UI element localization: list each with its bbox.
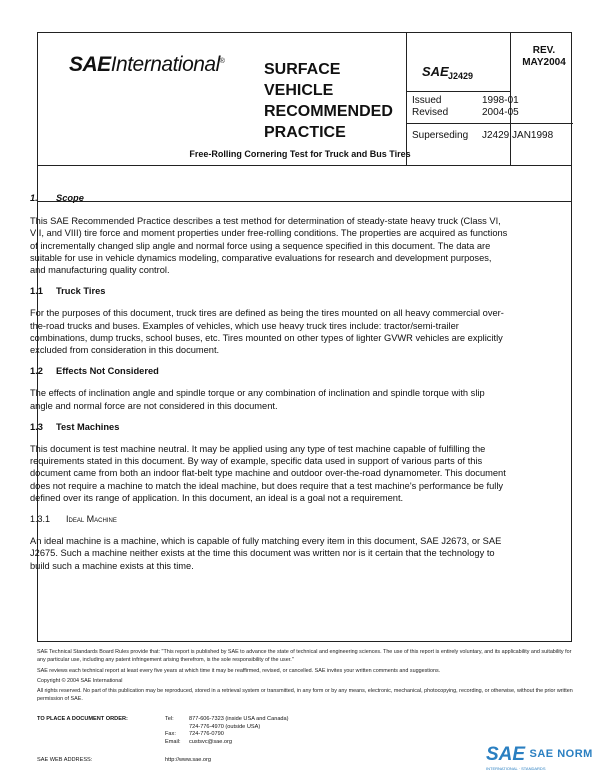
section-title: Ideal Machine xyxy=(66,514,117,525)
section-title: Truck Tires xyxy=(56,286,106,297)
document-header xyxy=(38,33,571,166)
section-paragraph: This document is test machine neutral. It may be applied using any type of test machine capable of fulfilling the requirements stated in this document. By way of example, specific data used in support of various parts of this document came from both an indoor flat-belt type machine and outdoor over-the-road dynamometer. This document does not require a machine to match the ideal machine, but does require that a test machine's performance be fully defined over its range of application. In this document, an ideal is a goal not a requirement. xyxy=(30,444,506,503)
document-title: Free-Rolling Cornering Test for Truck and Bus Tires xyxy=(189,149,411,159)
section-heading xyxy=(30,421,508,433)
logo-word: International xyxy=(110,53,220,76)
section-heading xyxy=(30,513,508,525)
rev-label: REV. xyxy=(532,45,556,56)
document-type xyxy=(264,59,424,143)
rev-date: MAY2004 xyxy=(522,57,566,68)
superseding-value: J2429 JAN1998 xyxy=(482,130,554,141)
section-number: 1.2 xyxy=(30,366,43,377)
sae-norm-subtext: INTERNATIONAL · STANDARDS xyxy=(486,766,546,771)
sae-norm-mark: SAE xyxy=(486,744,526,765)
section-number: 1. xyxy=(30,193,38,203)
header-rule xyxy=(406,91,510,92)
email-link[interactable]: custsvc@sae.org xyxy=(189,738,232,745)
revision-block xyxy=(520,45,568,69)
doc-type-line: VEHICLE xyxy=(264,82,334,99)
doc-type-line: SURFACE xyxy=(264,61,341,78)
section-paragraph: For the purposes of this document, truck tires are defined as being the tires mounted on all heavy commercial over-the-road trucks and buses. Examples of vehicles, which use heavy truck tires include: tractor/semi-trailer combinations, dump trucks, school buses, etc. Tires mounted on other types of lighter GVWR vehicles are explicitly excluded from consideration in this document. xyxy=(30,308,504,356)
document-body xyxy=(30,192,508,581)
sae-small-logo: SAE xyxy=(422,64,449,79)
web-address-row xyxy=(37,757,212,763)
issued-value: 1998-01 xyxy=(482,95,519,106)
section-number: 1.1 xyxy=(30,286,43,297)
section-title: Test Machines xyxy=(56,421,120,432)
email-label: Email: xyxy=(165,738,181,745)
section-title: Scope xyxy=(56,193,84,203)
revised-label: Revised xyxy=(412,107,449,118)
section-heading xyxy=(30,192,508,204)
footer-rules-text: SAE Technical Standards Board Rules provide that: "This report is published by SAE to advance the state of technical and engineering sciences. The use of this report is entirely voluntary, and its applicability and suitability for any particular use, including any patent infringement arising therefrom, is the sole responsibility of the user." xyxy=(37,649,572,664)
section-heading xyxy=(30,365,508,377)
section-number: 1.3 xyxy=(30,421,43,432)
section-heading xyxy=(30,285,508,297)
sae-international-logo xyxy=(69,53,224,77)
revised-value: 2004-05 xyxy=(482,107,519,118)
superseding-label: Superseding xyxy=(412,130,469,141)
section-paragraph: This SAE Recommended Practice describes a test method for determination of steady-state heavy truck (Class VI, VII, and VIII) tire force and moment properties under free-rolling conditions. The properties are acquired as functions of incrementally changed slip angle and normal force using a sequence specified in this document. The data are suitable for use in vehicle dynamics modeling, comparative evaluations for research and development purposes, and manufacturing quality control. xyxy=(30,216,508,276)
fax-number: 724-776-0790 xyxy=(189,731,224,738)
issued-label: Issued xyxy=(412,95,442,106)
sae-norm-badge xyxy=(486,744,593,771)
sae-norm-word: SAE NORM xyxy=(529,748,593,760)
web-link[interactable]: http://www.sae.org xyxy=(165,757,212,763)
tel-label: Tel: xyxy=(165,716,174,722)
header-rule xyxy=(406,123,573,124)
tel-inside-usa: 877-606-7323 (inside USA and Canada) xyxy=(189,716,289,722)
footer-copyright: Copyright © 2004 SAE International xyxy=(37,677,123,684)
web-label: SAE WEB ADDRESS: xyxy=(37,757,93,763)
logo-mark: SAE xyxy=(69,53,111,76)
legal-footer xyxy=(37,648,577,706)
footer-review-text: SAE reviews each technical report at least every five years at which time it may be reaffirmed, revised, or cancelled. SAE invites your written comments and suggestions. xyxy=(37,667,441,674)
tel-outside-usa: 724-776-4970 (outside USA) xyxy=(189,723,261,730)
order-label: TO PLACE A DOCUMENT ORDER: xyxy=(37,716,128,722)
section-paragraph: The effects of inclination angle and spindle torque or any combination of inclination and spindle torque with slip angle and normal force are not considered in this document. xyxy=(30,388,485,411)
logo-tm: ® xyxy=(219,58,225,65)
fax-label: Fax: xyxy=(165,731,176,738)
section-title: Effects Not Considered xyxy=(56,366,159,377)
footer-rights-text: All rights reserved. No part of this publication may be reproduced, stored in a retrieval system or transmitted, in any form or by any means, electronic, mechanical, photocopying, recording, or otherwise, without the prior written permission of SAE. xyxy=(37,688,573,703)
contact-rows xyxy=(165,716,289,746)
doc-type-line: PRACTICE xyxy=(264,124,346,141)
document-number: J2429 xyxy=(448,71,474,81)
section-paragraph: An ideal machine is a machine, which is capable of fully matching every item in this document, SAE J2673, or SAE J2675. Such a machine neither exists at the time this document was written nor is it certain that the technology to build such a machine exists at this time. xyxy=(30,536,502,571)
section-number: 1.3.1 xyxy=(30,514,51,525)
doc-type-line: RECOMMENDED xyxy=(264,103,393,120)
